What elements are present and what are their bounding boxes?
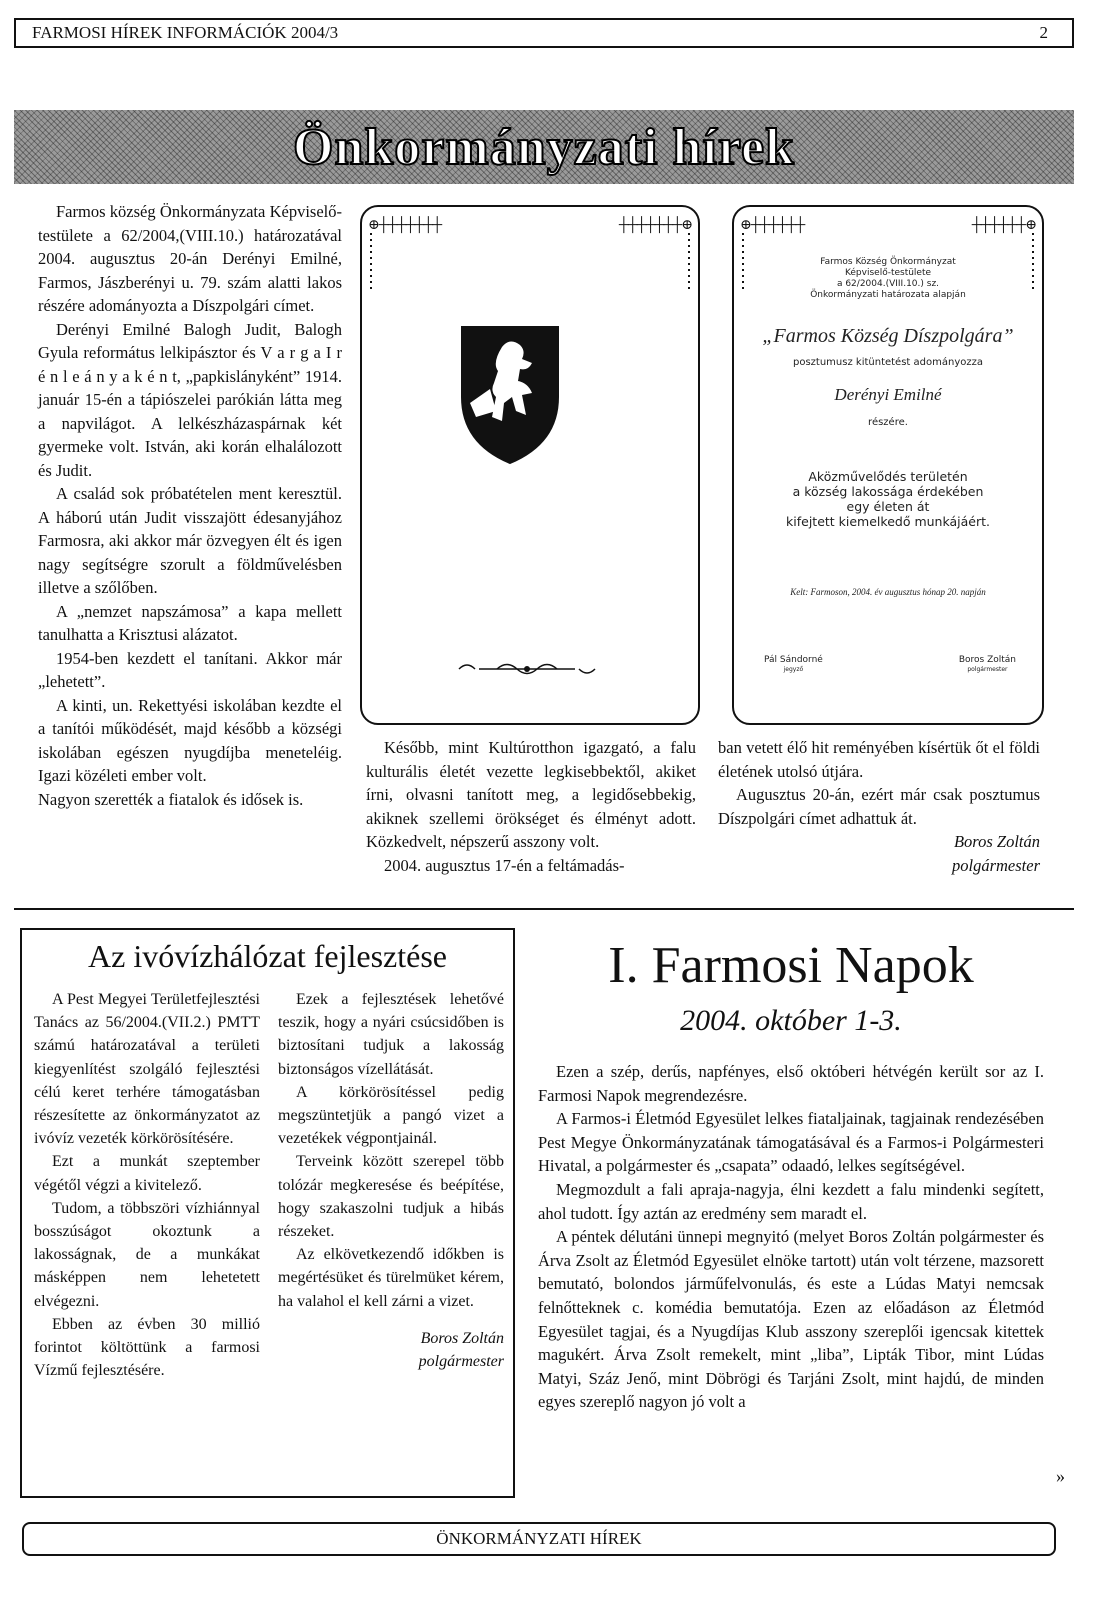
section-divider xyxy=(14,908,1074,910)
honorary-citizen-certificate xyxy=(732,205,1044,725)
certificate-subtitle: posztumusz kitüntetést adományozza xyxy=(793,357,983,368)
paragraph: Terveink között szerepel több tolózár megkeresése és beépítése, hogy szakaszolni tudjuk a hibás részeket. xyxy=(278,1153,504,1241)
bottom-ornament-icon xyxy=(457,659,597,679)
signature-title: polgármester xyxy=(952,855,1040,875)
page-number: 2 xyxy=(1039,23,1048,42)
signer-name: Pál Sándorné xyxy=(764,655,823,665)
article-farmos-days xyxy=(538,1060,1044,1414)
paragraph: A kinti, un. Rekettyési iskolában kezdte el a tanítói működését, majd később a községi iskolában egészen nyugdíjba meneteléig. Igazi közéleti ember volt. xyxy=(38,695,342,785)
corner-ornament-icon: ⊕┼┼┼┼┼┼ xyxy=(740,218,805,233)
certificate-title: „Farmos Község Díszpolgára” xyxy=(762,325,1014,347)
paragraph: Később, mint Kultúrotthon igazgató, a falu kulturális életét vezette legkisebbektől, akiket írni, olvasni tanított meg, a legidősebbekig, akiknek szellemi örökséget és élményt adott. Közkedvelt, népszerű asszony volt. xyxy=(366,738,696,851)
border-ornament xyxy=(688,233,690,293)
signature-name: Boros Zoltán xyxy=(420,1329,504,1347)
signer-title: jegyző xyxy=(783,666,804,673)
coat-of-arms-icon xyxy=(460,325,560,465)
paragraph: 2004. augusztus 17-én a feltámadás- xyxy=(384,855,625,875)
page-footer xyxy=(22,1522,1056,1556)
certificate-recipient: Derényi Emilné xyxy=(834,385,942,404)
paragraph: Az elkövetkezendő időkben is megértésüket és türelmüket kérem, ha valahol el kell zárni a vizet. xyxy=(278,1246,504,1310)
certificate-signer-2 xyxy=(959,655,1016,675)
certificate-body-line: kifejtett kiemelkedő munkájáért. xyxy=(786,514,990,529)
paragraph: A körkörösítéssel pedig megszüntetjük a pangó vizet a vezetékek végpontjainál. xyxy=(278,1083,504,1148)
border-ornament xyxy=(370,233,372,293)
paragraph: Ezen a szép, derűs, napfényes, első októberi hétvégén került sor az I. Farmosi Napok megrendezésre. xyxy=(538,1062,1044,1105)
paragraph: A Farmos-i Életmód Egyesület lelkes fiataljainak, tagjainak rendezésében Pest Megye Önkormányzatának támogatásával és a Farmos-i Polgármesteri Hivatal, a polgármester és „csapata” odaadó, lelkes segítségével. xyxy=(538,1109,1044,1176)
certificate-date: Kelt: Farmoson, 2004. év augusztus hónap 20. napján xyxy=(790,587,986,597)
paragraph: A péntek délutáni ünnepi megnyitó (melyet Boros Zoltán polgármester és Árva Zsolt az Életmód Egyesület elnöke tartott) után volt térzene, mazsorett bemutató, bolondos járműfelvonulás, és este a Lúdas Matyi nemcsak felnőtteknek c. komédia bemutatója. Ezen az előadáson az Életmód Egyesület tagjai, és a Nyugdíjas Klub asszony szereplői igencsak kitettek magukért. Árva Zsolt remekelt, mint „liba”, Lipták Tibor, mint Lúdas Matyi, Száz Jenő, mint Döbrögi és Tarjáni Zsolt, mint hajdú, de minden egyes szereplő nagyon jó volt a xyxy=(538,1227,1044,1412)
section-title: Önkormányzati hírek xyxy=(293,118,795,176)
paragraph: 1954-ben kezdett el tanítani. Akkor már „lehetett”. xyxy=(38,648,342,691)
article-honorary-citizen-col3 xyxy=(718,736,1040,877)
certificate-signer-1 xyxy=(764,655,823,675)
page-header xyxy=(14,18,1074,48)
footer-label: ÖNKORMÁNYZATI HÍREK xyxy=(436,1529,642,1548)
paragraph: A család sok próbatételen ment keresztül. A háború után Judit visszajött édesanyjához Farmosra, aki akkor már özvegyen élt és igen nagy segítségre szorult a földművelésben illetve a szőlőben. xyxy=(38,484,342,597)
certificate-header-line: Képviselő-testülete xyxy=(844,268,932,278)
corner-ornament-icon: ⊕┼┼┼┼┼┼┼ xyxy=(368,218,442,233)
paragraph: Ezek a fejlesztések lehetővé teszik, hogy a nyári csúcsidőben is biztosítani tudjuk a lakosság biztonságos vízellátását. xyxy=(278,991,504,1078)
paragraph: Derényi Emilné Balogh Judit, Balogh Gyula református lelkipásztor és V a r g a I r é n l e á n y a k é n t, „papkislányként” 1914. január 15-én a tápiószelei parókián látta meg a napvilágot. A lelkészházaspárnak két gyermeke volt. István, aki korán elhalálozott és Judit. xyxy=(38,319,342,480)
certificate-recipient-suffix: részére. xyxy=(868,417,908,428)
coat-of-arms-frame xyxy=(360,205,700,725)
signer-name: Boros Zoltán xyxy=(958,655,1016,665)
corner-ornament-icon: ┼┼┼┼┼┼⊕ xyxy=(971,218,1036,233)
certificate-body xyxy=(734,469,1042,529)
certificate-header-line: Farmos Község Önkormányzat xyxy=(820,257,956,267)
article-honorary-citizen-col2 xyxy=(366,736,696,877)
publication-title: FARMOSI HÍREK INFORMÁCIÓK 2004/3 xyxy=(32,23,339,42)
corner-ornament-icon: ┼┼┼┼┼┼┼⊕ xyxy=(618,218,692,233)
certificate-body-line: a község lakossága érdekében xyxy=(792,484,984,499)
paragraph: Nagyon szerették a fiatalok és idősek is. xyxy=(38,789,304,809)
section-banner xyxy=(14,110,1074,184)
paragraph: ban vetett élő hit reményében kísértük őt el földi életének utolsó útjára. xyxy=(718,738,1040,781)
paragraph: Ezt a munkát szeptember végétől végzi a kivitelező. xyxy=(34,1153,260,1194)
signature-title: polgármester xyxy=(418,1353,504,1371)
paragraph: A „nemzet napszámosa” a kapa mellett tanulhatta a Krisztusi alázatot. xyxy=(38,601,342,644)
certificate-body-line: Aközművelődés területén xyxy=(808,469,968,484)
article-water-network-col2 xyxy=(278,988,504,1373)
paragraph: Augusztus 20-án, ezért már csak posztumus Díszpolgári címet adhattuk át. xyxy=(718,785,1040,828)
paragraph: A Pest Megyei Területfejlesztési Tanács az 56/2004.(VII.2.) PMTT számú határozatával a területi kiegyenlítést szolgáló fejlesztési célú keret terhére támogatásban részesítette az önkormányzatot az ivóvíz vezeték körkörösítésére. xyxy=(34,991,260,1148)
signature-name: Boros Zoltán xyxy=(953,832,1040,851)
article-subtitle: 2004. október 1-3. xyxy=(680,1004,902,1037)
article-water-network-col1 xyxy=(34,988,260,1382)
paragraph: Farmos község Önkormányzata Képviselő-testülete a 62/2004,(VIII.10.) határozatával 2004. augusztus 20-án Derényi Emilné, Farmos, Jászberényi u. 79. szám alatti lakos részére adományozta a Díszpolgári címet. xyxy=(38,202,342,315)
paragraph: Tudom, a többszöri vízhiánnyal bosszúságot okoztunk a lakosságnak, de a munkákat másképpen nem lehetetett elvégezni. xyxy=(34,1199,260,1310)
continue-arrow-icon: » xyxy=(1056,1466,1065,1486)
article-honorary-citizen-col1 xyxy=(38,200,342,811)
article-title: I. Farmosi Napok xyxy=(608,937,974,994)
paragraph: Megmozdult a fali apraja-nagyja, élni kezdett a falu mindenki segített, ahol tudott. Így aztán az eredmény sem maradt el. xyxy=(538,1179,1044,1223)
article-water-network xyxy=(20,928,515,1498)
article-title: Az ivóvízhálózat fejlesztése xyxy=(88,938,447,974)
certificate-body-line: egy életen át xyxy=(846,499,930,514)
signer-title: polgármester xyxy=(967,666,1008,673)
certificate-header-line: Önkormányzati határozata alapján xyxy=(810,290,966,300)
paragraph: Ebben az évben 30 millió forintot költöttünk a farmosi Vízmű fejlesztésére. xyxy=(34,1315,260,1380)
certificate-header xyxy=(734,257,1042,301)
certificate-header-line: a 62/2004.(VIII.10.) sz. xyxy=(836,279,940,289)
